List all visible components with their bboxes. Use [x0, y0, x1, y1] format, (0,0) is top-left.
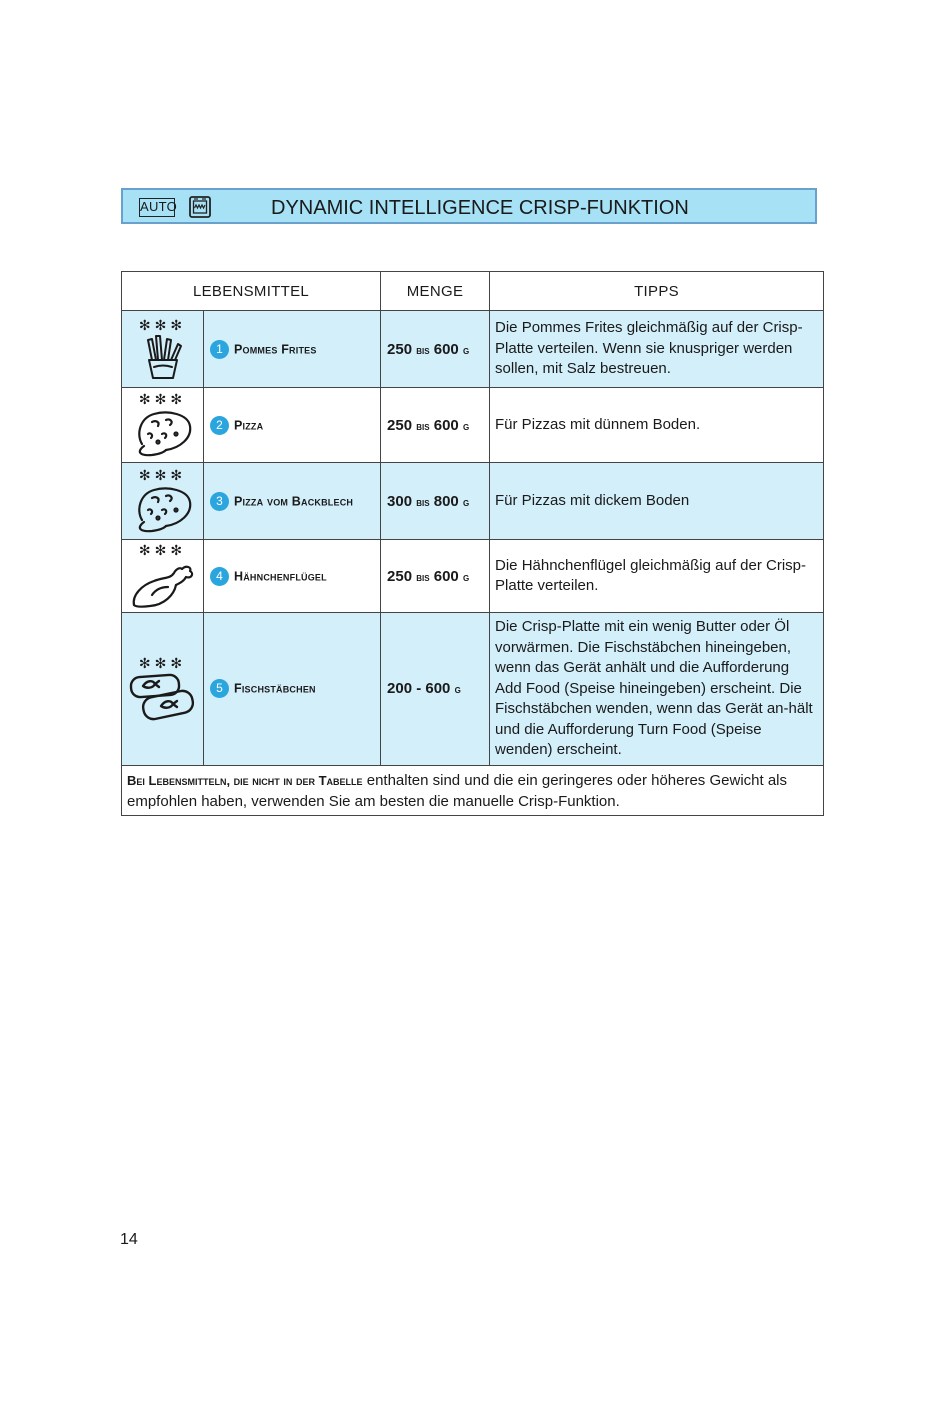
food-name-cell: [204, 540, 381, 613]
fish-sticks-icon: [129, 672, 197, 722]
table-note: [122, 765, 824, 815]
quantity-cell: [381, 311, 490, 388]
number-badge: 4: [210, 567, 229, 586]
quantity-unit: g: [454, 684, 461, 697]
column-header-menge: MENGE: [381, 272, 490, 311]
snowflake-level-icon: ✻✻✻: [138, 542, 187, 558]
tip-text: Für Pizzas mit dickem Boden: [490, 463, 824, 540]
table-row: [122, 613, 824, 766]
pizza-icon: [132, 408, 194, 458]
quantity-to: 600: [433, 416, 459, 434]
quantity-unit: g: [462, 344, 470, 357]
food-name: Pizza: [234, 418, 264, 432]
column-header-tipps: TIPPS: [490, 272, 824, 311]
quantity-separator: bis: [416, 571, 430, 584]
oven-icon: [189, 196, 211, 223]
food-name: Hähnchenflügel: [234, 569, 327, 583]
quantity-to: 600: [433, 567, 459, 585]
table-row: [122, 463, 824, 540]
snowflake-level-icon: ✻✻✻: [138, 467, 187, 483]
tip-text: Die Hähnchenflügel gleichmäßig auf der Crisp-Platte verteilen.: [490, 540, 824, 613]
food-name: Pizza vom Backblech: [234, 494, 354, 508]
number-badge: 2: [210, 416, 229, 435]
quantity-unit: g: [462, 496, 470, 509]
number-badge: 1: [210, 340, 229, 359]
food-name: Pommes Frites: [234, 342, 317, 356]
note-text: enthalten sind und die ein geringeres oder höheres Gewicht als empfohlen haben, verwenden Sie am besten die manuelle Crisp-Funktion.: [127, 771, 788, 810]
snowflake-level-icon: ✻✻✻: [138, 654, 187, 671]
tip-text: Die Pommes Frites gleichmäßig auf der Crisp-Platte verteilen. Wenn sie knuspriger werden sollen, mit Salz bestreuen.: [490, 311, 824, 388]
quantity-separator: bis: [416, 344, 430, 357]
quantity-cell: [381, 540, 490, 613]
food-name-cell: [204, 311, 381, 388]
quantity-from: 200 - 600: [387, 680, 451, 698]
quantity-cell: [381, 463, 490, 540]
food-icon-cell: [122, 613, 204, 766]
food-icon-cell: [122, 463, 204, 540]
page-number: 14: [120, 1231, 138, 1248]
quantity-cell: [381, 613, 490, 766]
quantity-to: 800: [433, 492, 459, 510]
french-fries-icon: [141, 334, 185, 380]
table-row: [122, 388, 824, 463]
auto-icon: AUTO: [139, 198, 175, 217]
chicken-wing-icon: [130, 559, 196, 609]
tip-text: Die Crisp-Platte mit ein wenig Butter oder Öl vorwärmen. Die Fischstäbchen hineingeben, wenn das Gerät anhält und die Aufforderung Add Food (Speise hineingeben) erscheint. Die Fischstäbchen wenden, wenn das Gerät an-hält und die Aufforderung Turn Food (Speise wenden) erscheint.: [490, 613, 824, 766]
quantity-separator: bis: [416, 496, 430, 509]
column-header-lebensmittel: LEBENSMITTEL: [122, 272, 381, 311]
page-title: DYNAMIC INTELLIGENCE CRISP-FUNKTION: [271, 197, 689, 219]
food-name-cell: [204, 463, 381, 540]
food-icon-cell: [122, 540, 204, 613]
snowflake-level-icon: ✻✻✻: [138, 391, 187, 407]
note-lead: Bei Lebensmitteln, die nicht in der Tabelle: [127, 772, 363, 788]
quantity-separator: bis: [416, 420, 430, 433]
quantity-unit: g: [462, 420, 470, 433]
quantity-from: 250: [387, 416, 413, 434]
table-row: [122, 540, 824, 613]
snowflake-level-icon: ✻✻✻: [138, 317, 187, 333]
table-note-row: [122, 765, 824, 815]
section-header-bar: [121, 188, 817, 224]
food-name-cell: [204, 388, 381, 463]
table-row: [122, 311, 824, 388]
number-badge: 5: [210, 679, 229, 698]
food-name: Fischstäbchen: [234, 681, 316, 696]
food-table: [121, 271, 824, 816]
quantity-from: 250: [387, 340, 413, 358]
number-badge: 3: [210, 492, 229, 511]
pizza-icon: [132, 484, 194, 534]
quantity-to: 600: [433, 340, 459, 358]
quantity-from: 300: [387, 492, 413, 510]
quantity-unit: g: [462, 571, 470, 584]
table-header-row: [122, 272, 824, 311]
quantity-cell: [381, 388, 490, 463]
food-name-cell: [204, 613, 381, 766]
food-icon-cell: [122, 311, 204, 388]
food-icon-cell: [122, 388, 204, 463]
quantity-from: 250: [387, 567, 413, 585]
tip-text: Für Pizzas mit dünnem Boden.: [490, 388, 824, 463]
